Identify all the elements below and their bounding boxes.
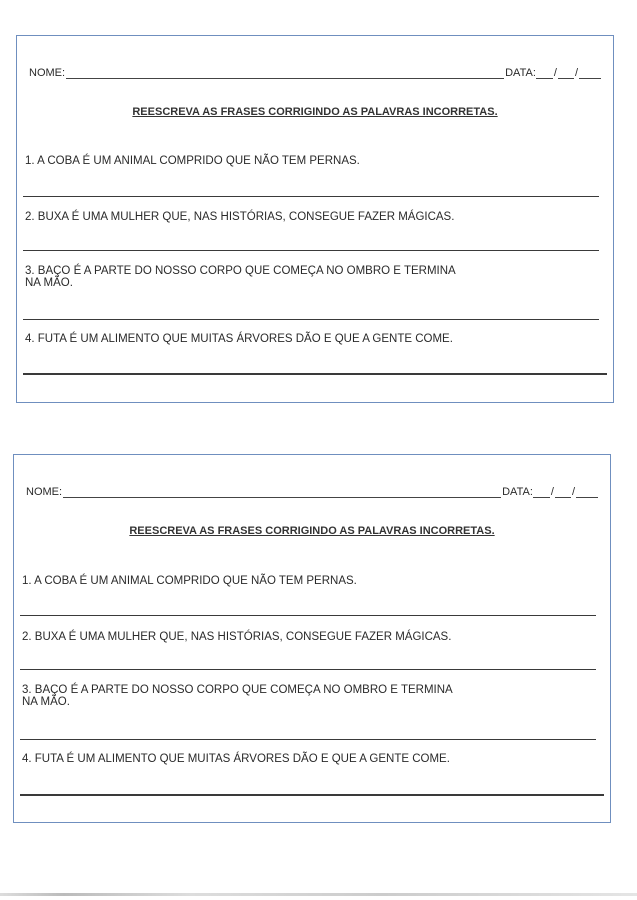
name-label: NOME: <box>29 67 66 79</box>
name-field[interactable] <box>66 66 504 79</box>
name-field[interactable] <box>63 485 501 498</box>
page-edge-shadow <box>0 893 637 896</box>
answer-line-4[interactable] <box>23 373 607 375</box>
worksheet-1 <box>16 35 614 403</box>
date-separator: / <box>550 486 554 498</box>
date-year-field[interactable] <box>579 66 601 79</box>
date-day-field[interactable] <box>536 66 553 79</box>
date-label: DATA: <box>502 486 533 498</box>
answer-line-2[interactable] <box>20 669 596 670</box>
name-date-row <box>26 482 598 498</box>
answer-line-1[interactable] <box>20 615 596 616</box>
question-2: 2. BUXA É UMA MULHER QUE, NAS HISTÓRIAS, CONSEGUE FAZER MÁGICAS. <box>22 631 452 643</box>
date-month-field[interactable] <box>555 485 571 498</box>
question-3 <box>22 684 453 708</box>
question-3-line-1: 3. BAÇO É A PARTE DO NOSSO CORPO QUE COMEÇA NO OMBRO E TERMINA <box>22 684 453 696</box>
name-label: NOME: <box>26 486 63 498</box>
instruction-heading: REESCREVA AS FRASES CORRIGINDO AS PALAVRAS INCORRETAS. <box>132 106 498 118</box>
question-3-line-2: NA MÃO. <box>22 696 70 708</box>
date-separator: / <box>553 67 557 79</box>
date-year-field[interactable] <box>576 485 598 498</box>
answer-line-3[interactable] <box>23 319 599 320</box>
answer-line-1[interactable] <box>23 196 599 197</box>
question-1: 1. A COBA É UM ANIMAL COMPRIDO QUE NÃO TEM PERNAS. <box>22 575 357 587</box>
date-separator: / <box>574 67 578 79</box>
date-month-field[interactable] <box>558 66 574 79</box>
question-3 <box>25 265 456 289</box>
question-4: 4. FUTA É UM ALIMENTO QUE MUITAS ÁRVORES DÃO E QUE A GENTE COME. <box>25 333 453 345</box>
answer-line-3[interactable] <box>20 739 596 740</box>
date-day-field[interactable] <box>533 485 550 498</box>
answer-line-4[interactable] <box>20 794 604 796</box>
instruction-heading: REESCREVA AS FRASES CORRIGINDO AS PALAVRAS INCORRETAS. <box>129 525 495 537</box>
answer-line-2[interactable] <box>23 250 599 251</box>
question-3-line-1: 3. BAÇO É A PARTE DO NOSSO CORPO QUE COMEÇA NO OMBRO E TERMINA <box>25 265 456 277</box>
date-separator: / <box>571 486 575 498</box>
question-3-line-2: NA MÃO. <box>25 277 73 289</box>
question-1: 1. A COBA É UM ANIMAL COMPRIDO QUE NÃO TEM PERNAS. <box>25 155 360 167</box>
worksheet-2 <box>13 454 611 823</box>
question-2: 2. BUXA É UMA MULHER QUE, NAS HISTÓRIAS, CONSEGUE FAZER MÁGICAS. <box>25 211 455 223</box>
date-label: DATA: <box>505 67 536 79</box>
question-4: 4. FUTA É UM ALIMENTO QUE MUITAS ÁRVORES DÃO E QUE A GENTE COME. <box>22 753 450 765</box>
name-date-row <box>29 63 601 79</box>
